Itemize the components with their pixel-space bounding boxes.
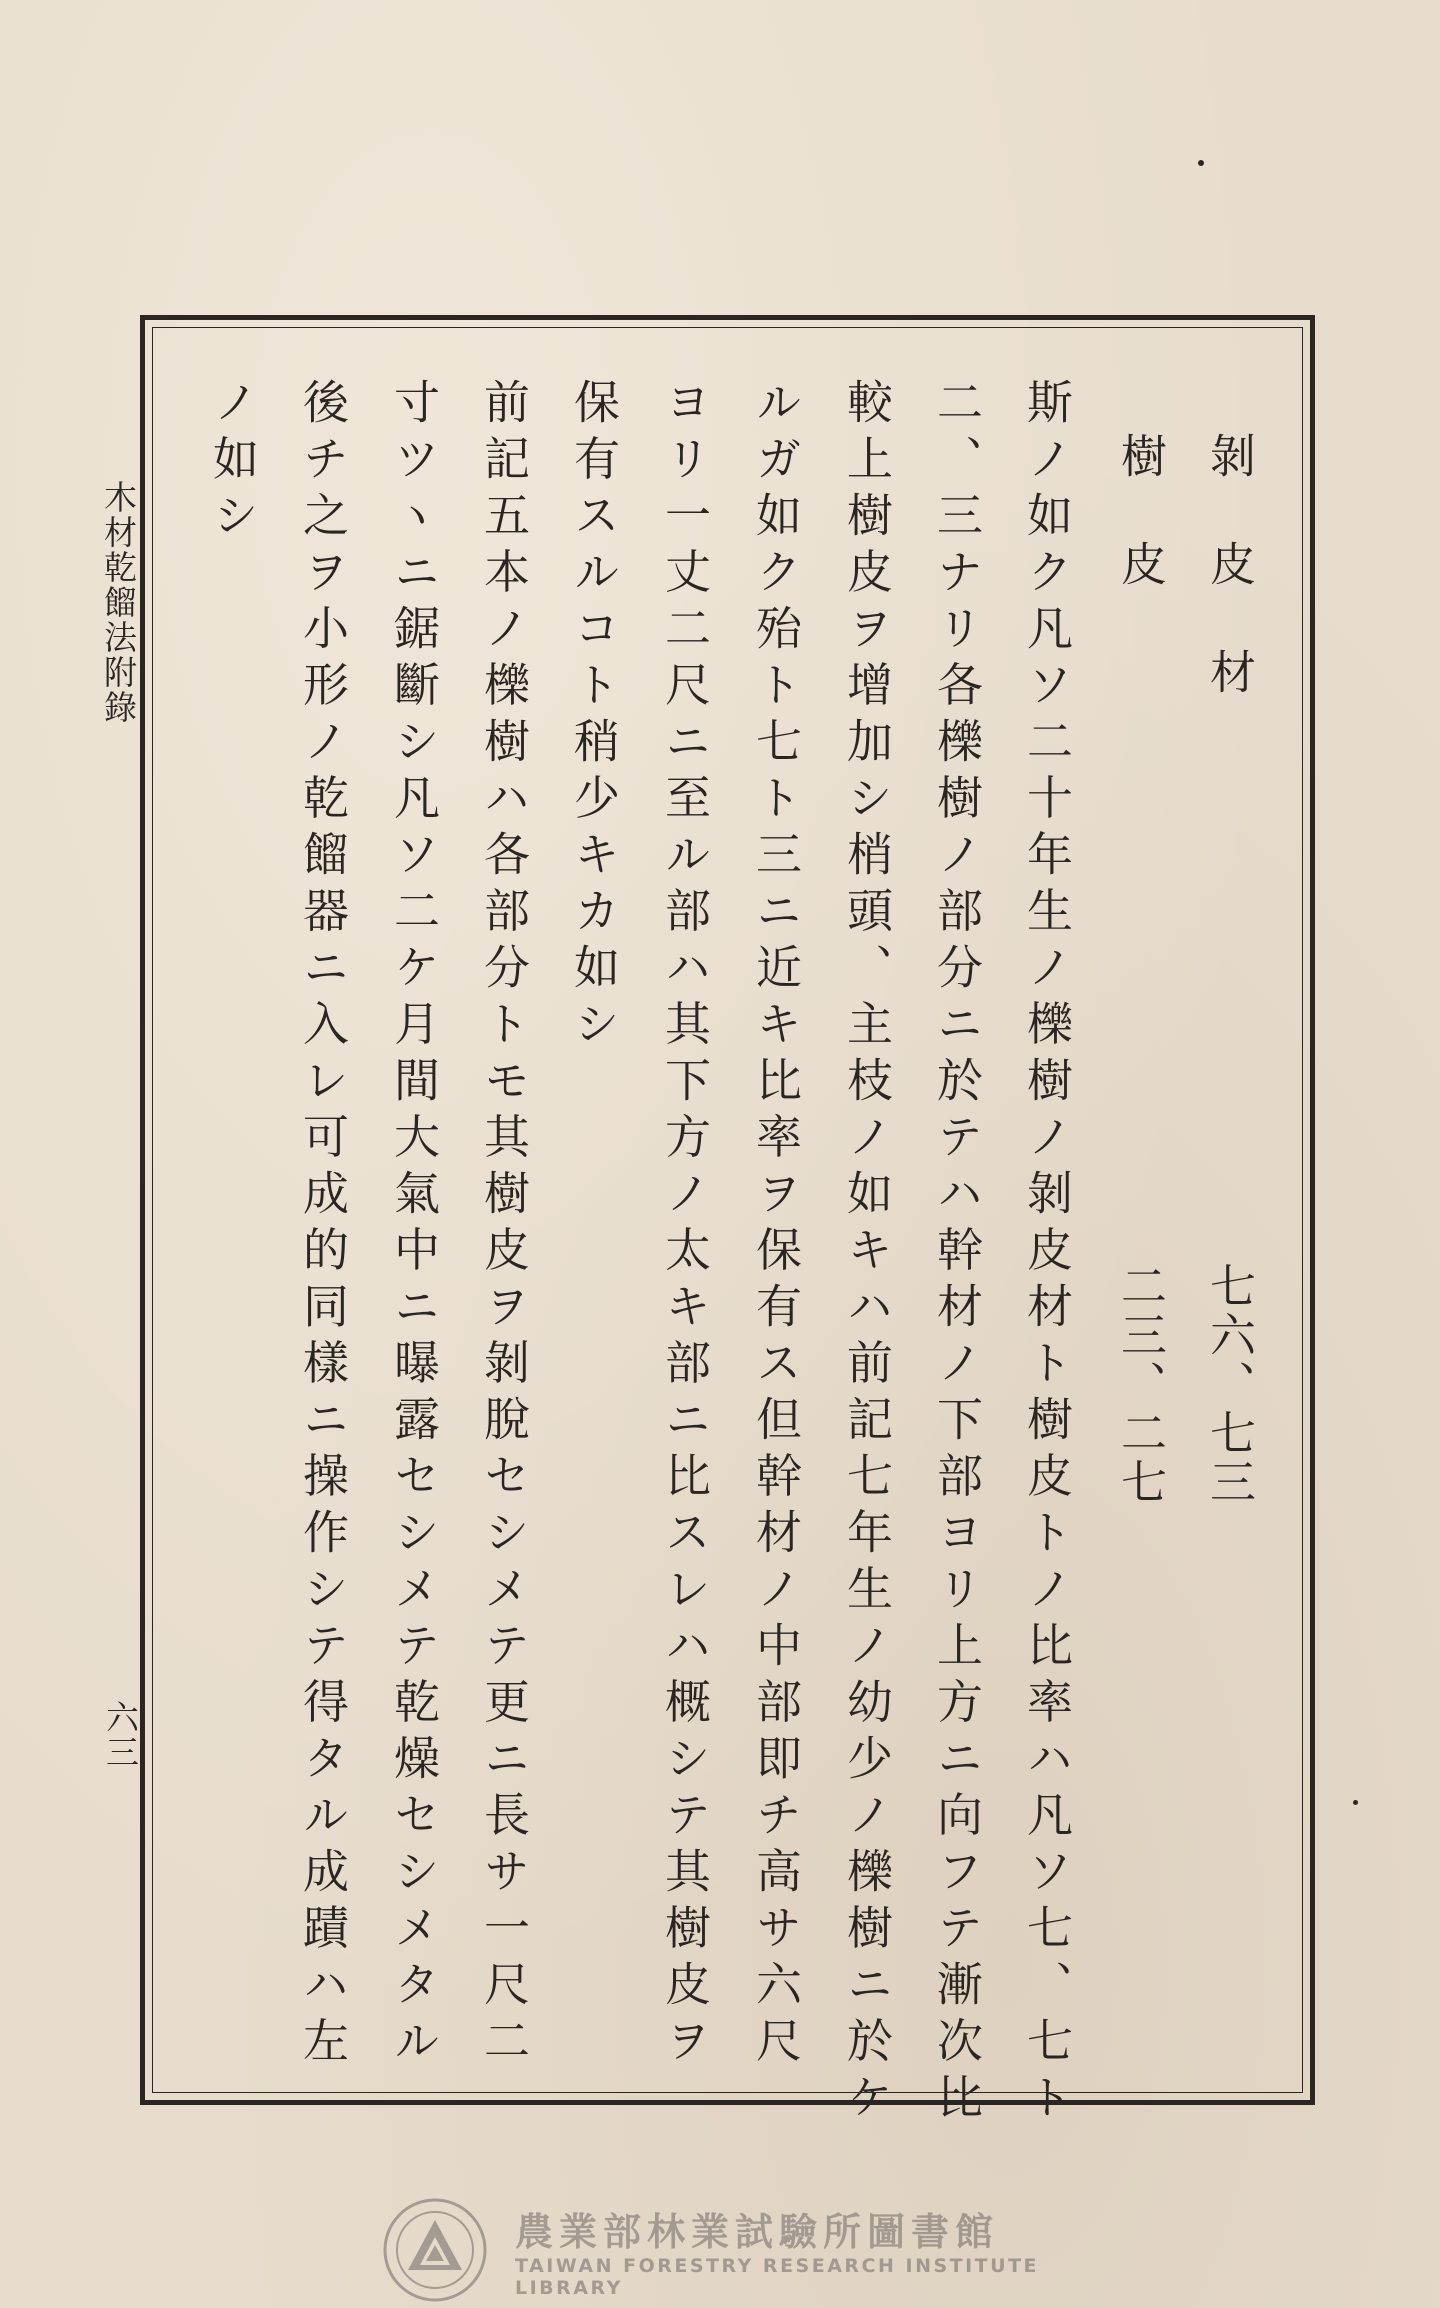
body-column-5: ヨリ一丈二尺ニ至ル部ハ其下方ノ太キ部ニ比スレハ概シテ其樹皮ヲ	[658, 378, 712, 2073]
body-column-3: 較上樹皮ヲ增加シ梢頭、主枝ノ如キハ前記七年生ノ幼少ノ櫟樹ニ於ケ	[840, 378, 894, 2130]
ink-speck	[1353, 1800, 1358, 1805]
heading-bark: 樹皮	[1114, 432, 1168, 648]
running-book-title: 木材乾餾法附錄	[99, 480, 138, 725]
watermark-chinese-text: 農業部林業試驗所圖書館	[515, 2210, 1000, 2254]
body-column-10: ノ如シ	[206, 378, 260, 548]
body-column-8: 寸ツヽニ鋸斷シ凡ソ二ケ月間大氣中ニ曝露セシメテ乾燥セシメタル	[387, 378, 441, 2073]
body-column-4: ルガ如ク殆ト七ト三ニ近キ比率ヲ保有ス但幹材ノ中部即チ高サ六尺	[749, 378, 803, 2073]
body-column-2: 二、三ナリ各櫟樹ノ部分ニ於テハ幹材ノ下部ヨリ上方ニ向フテ漸次比	[930, 378, 984, 2130]
watermark-english-text: TAIWAN FORESTRY RESEARCH INSTITUTE LIBRARY	[515, 2255, 1040, 2299]
body-column-7: 前記五本ノ櫟樹ハ各部分トモ其樹皮ヲ剝脫セシメテ更ニ長サ一尺二	[477, 378, 531, 2073]
body-column-9: 後チ之ヲ小形ノ乾餾器ニ入レ可成的同樣ニ操作シテ得タル成蹟ハ左	[296, 378, 350, 2073]
value-bark: 二三、二七	[1114, 1262, 1168, 1507]
heading-peeled-wood: 剝皮材	[1203, 432, 1257, 756]
ink-speck	[1198, 160, 1204, 166]
library-watermark	[380, 2195, 1080, 2299]
library-seal-icon	[380, 2195, 490, 2305]
body-column-1: 斯ノ如ク凡ソ二十年生ノ櫟樹ノ剝皮材ト樹皮トノ比率ハ凡ソ七、七ト	[1020, 378, 1074, 2130]
value-peeled-wood: 七六、七三	[1203, 1262, 1257, 1507]
page-number: 六三	[101, 1700, 140, 1770]
body-column-6: 保有スルコト稍少キカ如シ	[567, 378, 621, 1056]
